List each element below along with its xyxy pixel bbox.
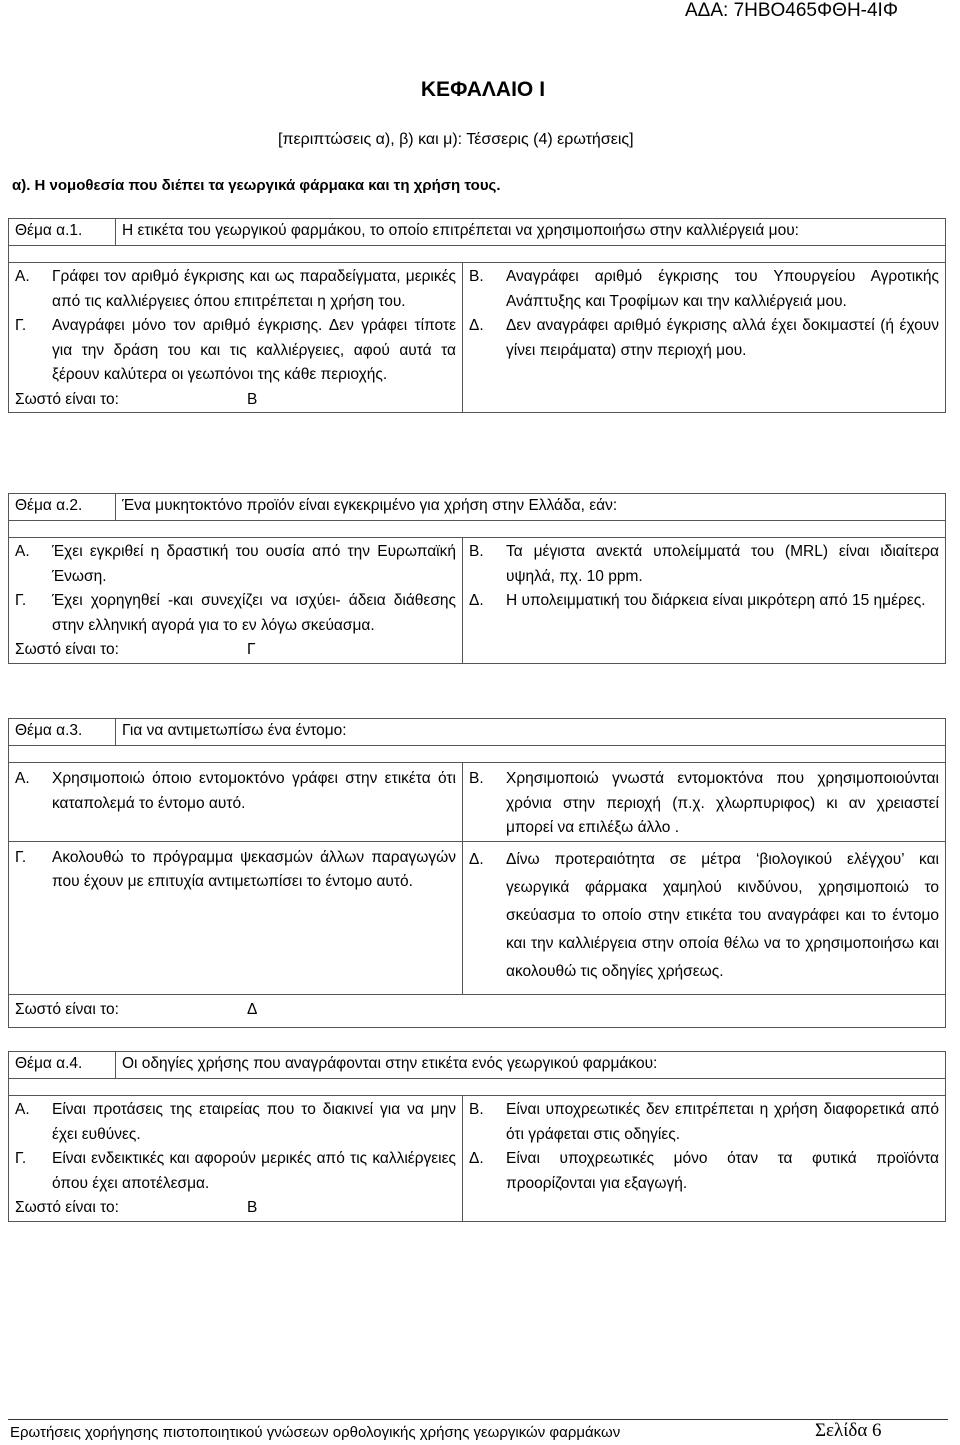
option-d: Δ. Δίνω προτεραιότητα σε μέτρα ‘βιολογικού ελέγχου’ και γεωργικά φάρμακα χαμηλού κινδύνου, χρησιμοποιώ το σκεύασμα το οποίο στην ετικέτα του αναγράφει και το έντομο και την καλλιέργεια στην οποία θέλω να το χρησιμοποιήσω και ακολουθώ τις οδηγίες χρήσεως. xyxy=(469,850,939,980)
question-table-a1 xyxy=(8,218,946,413)
chapter-subtitle: [περιπτώσεις α), β) και μ): Τέσσερις (4) ερωτήσεις] xyxy=(278,131,634,148)
option-a: Α. Έχει εγκριθεί η δραστική του ουσία από την Ευρωπαϊκή Ένωση. xyxy=(15,543,456,585)
question-number: Θέμα α.1. xyxy=(9,219,116,246)
correct-answer: Σωστό είναι το: Δ xyxy=(15,998,939,1023)
correct-answer: Σωστό είναι το: Β xyxy=(15,1196,456,1221)
option-d: Δ. Η υπολειμματική του διάρκεια είναι μικρότερη από 15 ημέρες. xyxy=(469,592,926,609)
option-a: Α. Γράφει τον αριθμό έγκρισης και ως παραδείγματα, μερικές από τις καλλιέργειες όπου επιτρέπεται η χρήση του. xyxy=(15,268,456,310)
ada-code: ΑΔΑ: 7ΗΒΟ465ΦΘΗ-4ΙΦ xyxy=(684,0,898,21)
chapter-word: ΚΕΦΑΛΑΙΟ xyxy=(420,78,534,101)
answer-value: Β xyxy=(247,390,258,408)
correct-answer: Σωστό είναι το: Β xyxy=(15,388,456,413)
option-a: Α. Είναι προτάσεις της εταιρείας που το διακινεί για να μην έχει ευθύνες. xyxy=(15,1101,456,1143)
answer-value: Δ xyxy=(247,1001,258,1019)
question-table-a3 xyxy=(8,718,946,1028)
section-title: α). Η νομοθεσία που διέπει τα γεωργικά φάρμακα και τη χρήση τους. xyxy=(12,177,501,194)
option-g: Γ. Αναγράφει μόνο τον αριθμό έγκρισης. Δεν γράφει τίποτε για την δράση του και τις καλλιέργειες, αφού αυτά τα ξέρουν καλύτερα οι γεωπόνοι της κάθε περιοχής. xyxy=(15,317,456,383)
correct-answer: Σωστό είναι το: Γ xyxy=(15,638,456,663)
chapter-title xyxy=(0,78,960,102)
question-number: Θέμα α.2. xyxy=(9,494,116,521)
footer-text: Ερωτήσεις χορήγησης πιστοποιητικού γνώσεων ορθολογικής χρήσης γεωργικών φαρμάκων xyxy=(10,1424,621,1441)
question-text: Η ετικέτα του γεωργικού φαρμάκου, το οποίο επιτρέπεται να χρησιμοποιήσω στην καλλιέργειά μου: xyxy=(116,219,946,246)
option-a: Α. Χρησιμοποιώ όποιο εντομοκτόνο γράφει στην ετικέτα ότι καταπολεμά το έντομο αυτό. xyxy=(15,770,456,812)
page-number: Σελίδα 6 xyxy=(815,1420,882,1441)
option-g: Γ. Είναι ενδεικτικές και αφορούν μερικές από τις καλλιέργειες όπου έχει αποτέλεσμα. xyxy=(15,1150,456,1192)
option-d: Δ. Είναι υποχρεωτικές μόνο όταν τα φυτικά προϊόντα προορίζονται για εξαγωγή. xyxy=(469,1150,940,1192)
chapter-numeral: Ι xyxy=(539,78,546,101)
question-table-a4 xyxy=(8,1051,946,1222)
option-b: Β. Χρησιμοποιώ γνωστά εντομοκτόνα που χρησιμοποιούνται χρόνια στην περιοχή (π.χ. χλωρπυριφος) κι αν χρειαστεί μπορεί να επιλέξω άλλο . xyxy=(469,770,939,836)
question-text: Για να αντιμετωπίσω ένα έντομο: xyxy=(116,719,946,746)
answer-value: Β xyxy=(247,1199,258,1216)
option-b: Β. Είναι υποχρεωτικές δεν επιτρέπεται η χρήση διαφορετικά από ότι γράφεται στις οδηγίες. xyxy=(469,1101,940,1143)
option-b: Β. Τα μέγιστα ανεκτά υπολείμματά του (MRL) είναι ιδιαίτερα υψηλά, πχ. 10 ppm. xyxy=(469,543,939,585)
option-b: Β. Αναγράφει αριθμό έγκρισης του Υπουργείου Αγροτικής Ανάπτυξης και Τροφίμων και την καλλιέργειά μου. xyxy=(469,268,940,310)
question-number: Θέμα α.4. xyxy=(9,1052,116,1079)
question-number: Θέμα α.3. xyxy=(9,719,116,746)
answer-value: Γ xyxy=(247,641,256,658)
footer-rule xyxy=(8,1419,948,1420)
question-text: Ένα μυκητοκτόνο προϊόν είναι εγκεκριμένο για χρήση στην Ελλάδα, εάν: xyxy=(116,494,946,521)
question-text: Οι οδηγίες χρήσης που αναγράφονται στην ετικέτα ενός γεωργικού φαρμάκου: xyxy=(116,1052,946,1079)
option-g: Γ. Ακολουθώ το πρόγραμμα ψεκασμών άλλων παραγωγών που έχουν με επιτυχία αντιμετωπίσει το έντομο αυτό. xyxy=(15,848,456,890)
option-g: Γ. Έχει χορηγηθεί -και συνεχίζει να ισχύει- άδεια διάθεσης στην ελληνική αγορά για το εν λόγω σκεύασμα. xyxy=(15,592,456,634)
option-d: Δ. Δεν αναγράφει αριθμό έγκρισης αλλά έχει δοκιμαστεί (ή έχουν γίνει πειράματα) στην περιοχή μου. xyxy=(469,317,940,359)
question-table-a2 xyxy=(8,493,946,664)
